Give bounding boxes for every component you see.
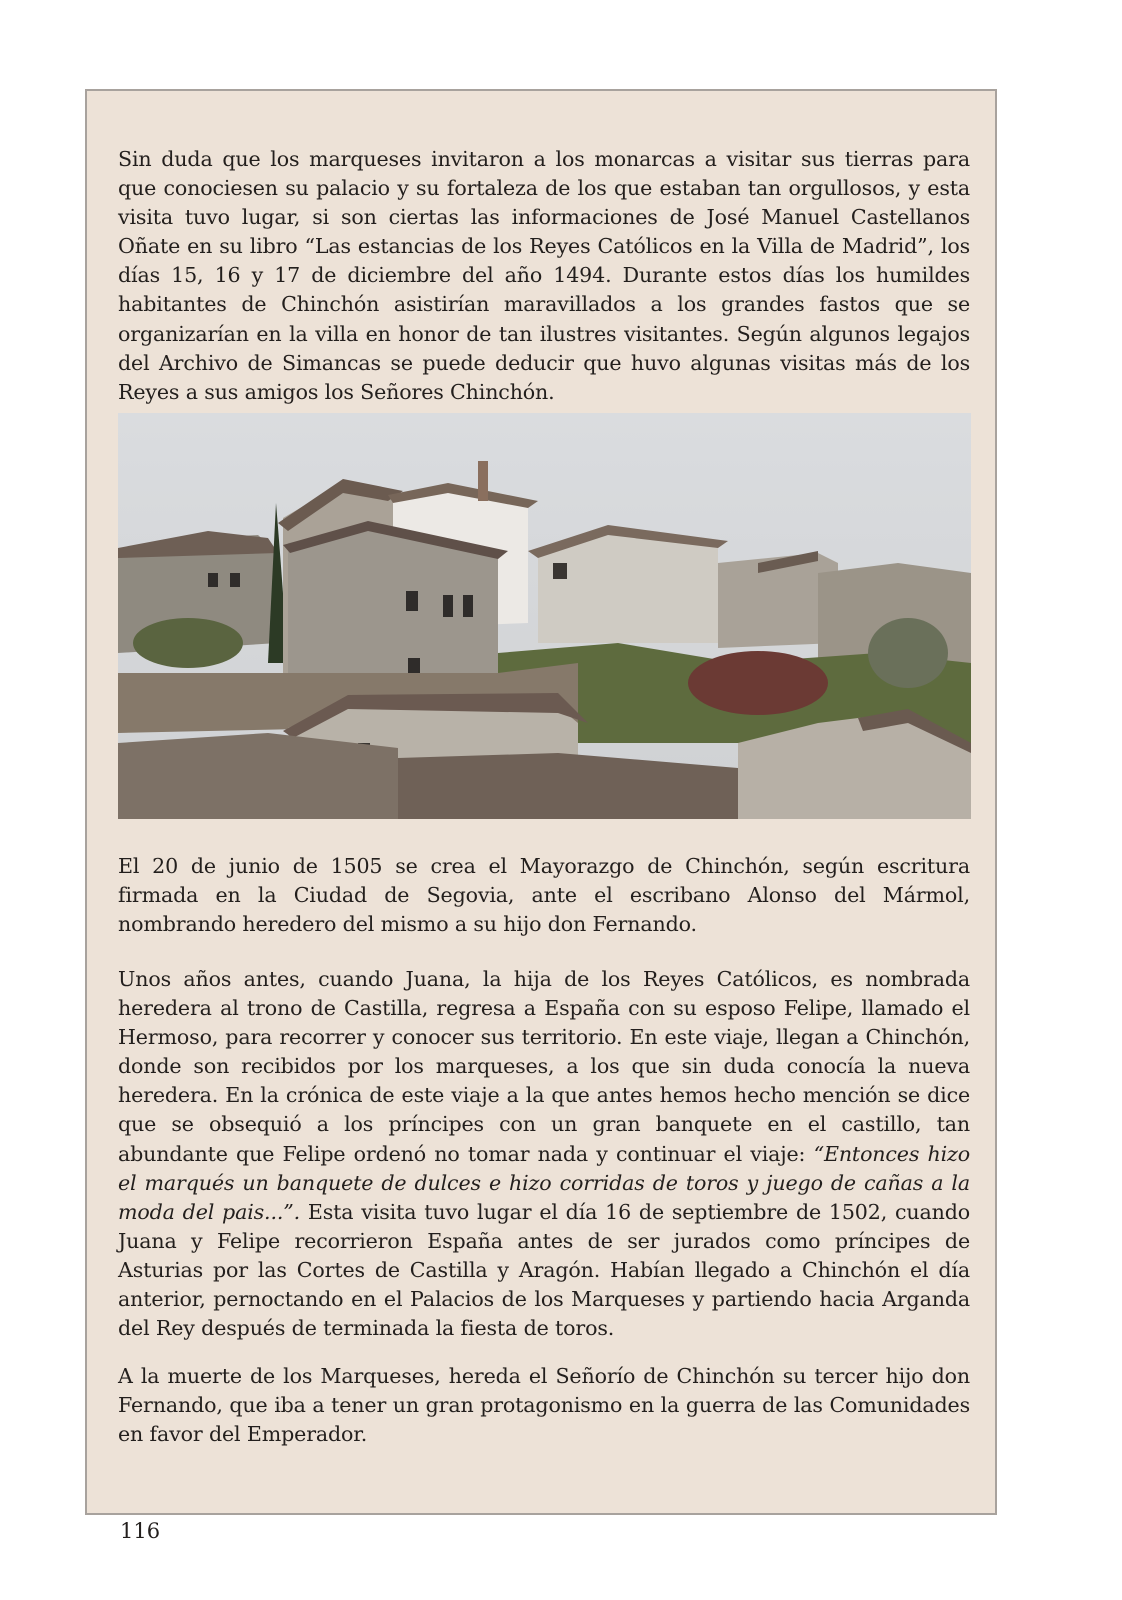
- paragraph-juana-felipe: [118, 965, 970, 1343]
- paragraph-mayorazgo: El 20 de junio de 1505 se crea el Mayorazgo de Chinchón, según escritura firmada en la Ciudad de Segovia, ante el escribano Alonso del Mármol, nombrando heredero del mismo a su hijo don Fernando.: [118, 854, 970, 937]
- page-number: 116: [120, 1519, 161, 1543]
- paragraph-juana-felipe-part-2: Esta visita tuvo lugar el día 16 de septiembre de 1502, cuando Juana y Felipe recorrieron España antes de ser jurados como príncipes de Asturias por las Cortes de Castilla y Aragón. Habían llegado a Chinchón el día anterior, pernoctando en el Palacios de los Marqueses y partiendo hacia Arganda del Rey después de terminada la fiesta de toros.: [118, 1199, 970, 1341]
- paragraph-juana-felipe-part-1: Unos años antes, cuando Juana, la hija de los Reyes Católicos, es nombrada heredera al trono de Castilla, regresa a España con su esposo Felipe, llamado el Hermoso, para recorrer y conocer sus territorio. En este viaje, llegan a Chinchón, donde son recibidos por los marqueses, a los que sin duda conocía la nueva heredera. En la crónica de este viaje a la que antes hemos hecho mención se dice que se obsequió a los príncipes con un gran banquete en el castillo, tan abundante que Felipe ordenó no tomar nada y continuar el viaje:: [118, 967, 970, 1166]
- town-photo-illustration: [118, 413, 971, 819]
- paragraph-inheritance: A la muerte de los Marqueses, hereda el Señorío de Chinchón su tercer hijo don Fernando, que iba a tener un gran protagonismo en la guerra de las Comunidades en favor del Emperador.: [118, 1364, 970, 1447]
- paragraph-royal-visit: Sin duda que los marqueses invitaron a los monarcas a visitar sus tierras para que conociesen su palacio y su fortaleza de los que estaban tan orgullosos, y esta visita tuvo lugar, si son ciertas las informaciones de José Manuel Castellanos Oñate en su libro “Las estancias de los Reyes Católicos en la Villa de Madrid”, los días 15, 16 y 17 de diciembre del año 1494. Durante estos días los humildes habitantes de Chinchón asistirían maravillados a los grandes fastos que se organizarían en la villa en honor de tan ilustres visitantes. Según algunos legajos del Archivo de Simancas se puede deducir que huvo algunas visitas más de los Reyes a sus amigos los Señores Chinchón.: [118, 147, 970, 404]
- town-photo: [118, 413, 971, 819]
- chronicle-quote: “Entonces hizo el marqués un banquete de dulces e hizo corridas de toros y juego de cañas a la moda del pais...”.: [118, 1141, 970, 1224]
